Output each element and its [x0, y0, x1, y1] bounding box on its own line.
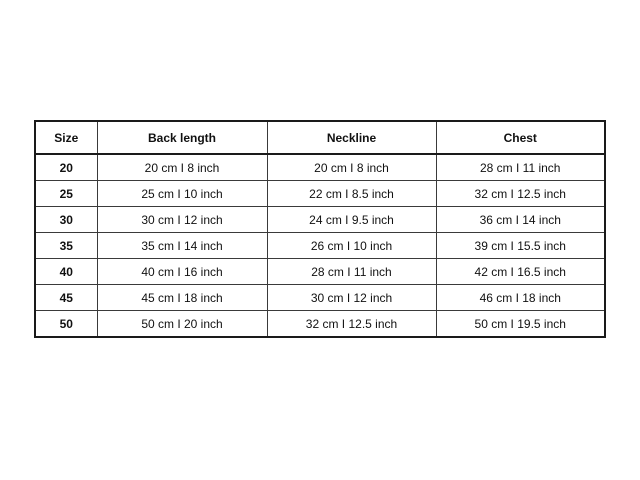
- neckline-cell: 32 cm I 12.5 inch: [267, 311, 436, 338]
- back-length-cell: 35 cm I 14 inch: [97, 233, 267, 259]
- chest-cell: 50 cm I 19.5 inch: [436, 311, 605, 338]
- header-back-length: Back length: [97, 121, 267, 154]
- neckline-cell: 28 cm I 11 inch: [267, 259, 436, 285]
- chest-cell: 32 cm I 12.5 inch: [436, 181, 605, 207]
- size-cell: 50: [35, 311, 97, 338]
- neckline-cell: 30 cm I 12 inch: [267, 285, 436, 311]
- back-length-cell: 20 cm I 8 inch: [97, 154, 267, 181]
- chest-cell: 42 cm I 16.5 inch: [436, 259, 605, 285]
- header-neckline: Neckline: [267, 121, 436, 154]
- header-size: Size: [35, 121, 97, 154]
- back-length-cell: 40 cm I 16 inch: [97, 259, 267, 285]
- table-row: [35, 207, 605, 233]
- back-length-cell: 30 cm I 12 inch: [97, 207, 267, 233]
- table-row: [35, 259, 605, 285]
- header-row: [35, 121, 605, 154]
- table-row: [35, 285, 605, 311]
- size-cell: 35: [35, 233, 97, 259]
- size-cell: 25: [35, 181, 97, 207]
- chest-cell: 36 cm I 14 inch: [436, 207, 605, 233]
- table-row: [35, 233, 605, 259]
- chest-cell: 46 cm I 18 inch: [436, 285, 605, 311]
- neckline-cell: 22 cm I 8.5 inch: [267, 181, 436, 207]
- back-length-cell: 45 cm I 18 inch: [97, 285, 267, 311]
- neckline-cell: 26 cm I 10 inch: [267, 233, 436, 259]
- chest-cell: 39 cm I 15.5 inch: [436, 233, 605, 259]
- back-length-cell: 25 cm I 10 inch: [97, 181, 267, 207]
- back-length-cell: 50 cm I 20 inch: [97, 311, 267, 338]
- table-row: [35, 181, 605, 207]
- neckline-cell: 20 cm I 8 inch: [267, 154, 436, 181]
- size-cell: 40: [35, 259, 97, 285]
- size-cell: 45: [35, 285, 97, 311]
- size-cell: 20: [35, 154, 97, 181]
- table-row: [35, 311, 605, 338]
- table-row: [35, 154, 605, 181]
- size-chart-table: [34, 120, 606, 338]
- chest-cell: 28 cm I 11 inch: [436, 154, 605, 181]
- size-cell: 30: [35, 207, 97, 233]
- header-chest: Chest: [436, 121, 605, 154]
- neckline-cell: 24 cm I 9.5 inch: [267, 207, 436, 233]
